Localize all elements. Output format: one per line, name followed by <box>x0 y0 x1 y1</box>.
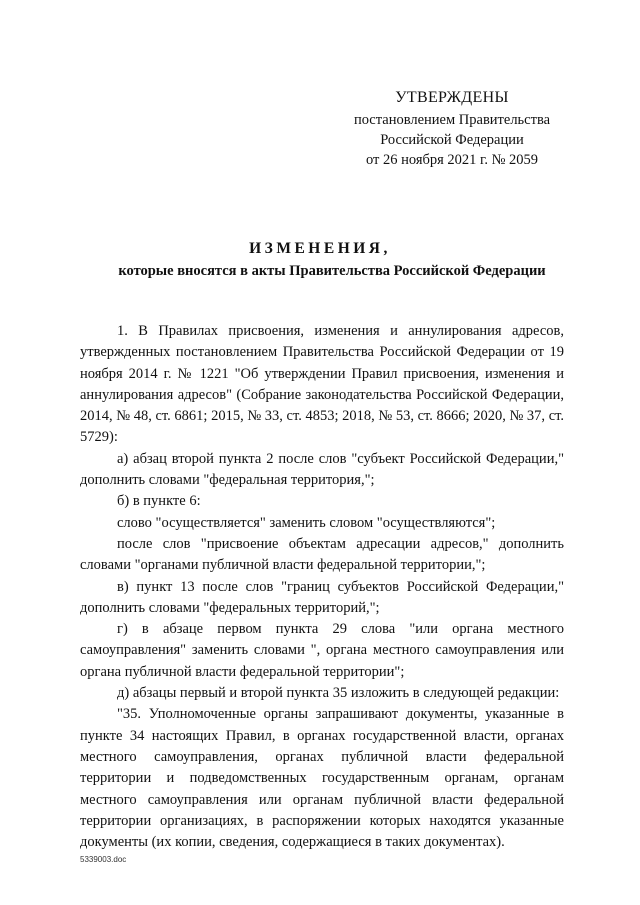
file-name-footer: 5339003.doc <box>80 855 127 864</box>
paragraph-1: 1. В Правилах присвоения, изменения и аннулирования адресов, утвержденных постановлением Правительства Российской Федерации от 19 ноября 2014 г. № 1221 "Об утверждении Правил присвоения, изменения и аннулирования адресов" (Собрание законодательства Российской Федерации, 2014, № 48, ст. 6861; 2015, № 33, ст. 4853; 2018, № 53, ст. 8666; 2020, № 37, ст. 5729): <box>80 323 564 446</box>
approval-line-3: от 26 ноября 2021 г. № 2059 <box>365 152 539 168</box>
document-title: ИЗМЕНЕНИЯ, <box>249 240 391 257</box>
paragraph-a: а) абзац второй пункта 2 после слов "субъект Российской Федерации," дополнить словами "федеральная территория,"; <box>80 450 564 489</box>
approval-line-2: Российской Федерации <box>380 132 524 148</box>
approval-heading: УТВЕРЖДЕНЫ <box>395 89 509 106</box>
paragraph-b: б) в пункте 6: <box>117 493 201 510</box>
paragraph-d: д) абзацы первый и второй пункта 35 изложить в следующей редакции: <box>117 685 560 702</box>
paragraph-b-2: после слов "присвоение объектам адресации адресов," дополнить словами "органами публичной власти федеральной территории,"; <box>80 535 564 574</box>
approval-line-1: постановлением Правительства <box>353 112 551 128</box>
approval-block <box>330 88 574 170</box>
document-subtitle: которые вносятся в акты Правительства Российской Федерации <box>118 263 546 279</box>
paragraph-g: г) в абзаце первом пункта 29 слова "или органа местного самоуправления" заменить словами ", органа местного самоуправления или органа публичной власти федеральной территории"; <box>80 621 564 680</box>
paragraph-v: в) пункт 13 после слов "границ субъектов Российской Федерации," дополнить словами "федеральных территорий,"; <box>80 578 564 616</box>
paragraph-b-1: слово "осуществляется" заменить словом "осуществляются"; <box>117 514 496 531</box>
document-body <box>80 321 564 853</box>
paragraph-35: "35. Уполномоченные органы запрашивают документы, указанные в пункте 34 настоящих Правил, в органах государственной власти, органах местного самоуправления, органах публичной власти федеральной территории и подведомственных государственным органам, органам местного самоуправления или органам публичной власти федеральной территории организациях, в распоряжении которых находятся указанные документы (их копии, сведения, содержащиеся в таких документах). <box>80 706 564 851</box>
